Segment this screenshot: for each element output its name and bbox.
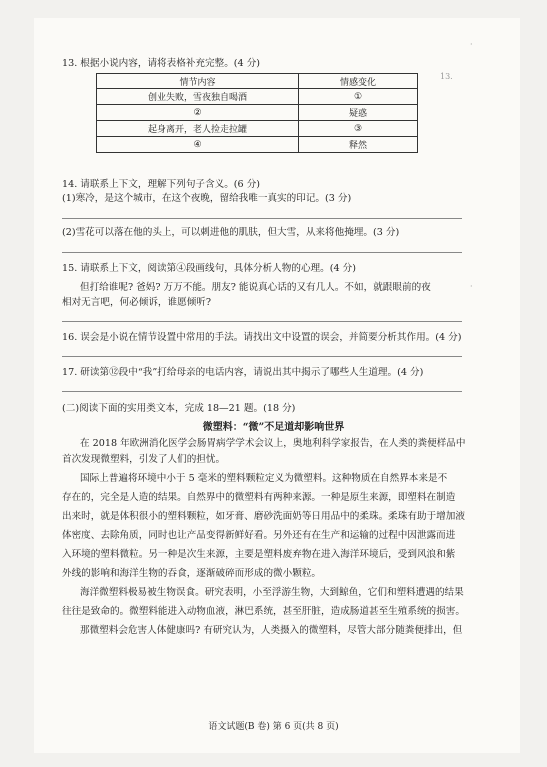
article-line: 海洋微塑料极易被生物误食。研究表明，小至浮游生物，大到鲸鱼，它们和塑料遭遇的结果 (80, 587, 464, 598)
q14-item-2: (2)雪花可以落在他的头上，可以刺进他的肌肤，但大雪，从来将他掩埋。(3 分) (62, 227, 400, 238)
margin-mark: · (470, 282, 473, 291)
article-line: 体密度、去除角质，同时也让产品变得新鲜好看。另外还有在生产和运输的过程中因泄露而进 (62, 530, 456, 541)
table-header: 情感变化 (299, 74, 418, 89)
table-cell: ② (97, 105, 299, 121)
page-footer: 语文试题(B 卷) 第 6 页(共 8 页) (208, 722, 339, 732)
table-cell: ① (299, 89, 418, 105)
table-row (97, 121, 418, 137)
article-line: 入环境的塑料微粒。另一种是次生来源，主要是塑料废弃物在进入海洋环境后，受到风浪和紫 (62, 549, 456, 560)
q16-prompt: 16. 误会是小说在情节设置中常用的手法。请找出文中设置的误会，并简要分析其作用。(4 分) (62, 332, 462, 343)
table-cell: 创业失败，雪夜独自喝酒 (97, 89, 299, 105)
margin-mark: 13. (440, 72, 453, 81)
answer-line (62, 218, 462, 219)
answer-line (62, 356, 462, 357)
article-line: 出来时，就是体积很小的塑料颗粒，如牙膏、磨砂洗面奶等日用品中的柔珠。柔珠有助于增加液 (62, 511, 465, 522)
table-header-row (97, 74, 418, 89)
table-cell: ④ (97, 137, 299, 153)
plot-emotion-table (96, 73, 418, 153)
article-line: 在 2018 年欧洲消化医学会肠胃病学学术会议上，奥地利科学家报告，在人类的粪便样品中 (80, 438, 466, 449)
article-line: 首次发现微塑料，引发了人们的担忧。 (62, 454, 226, 465)
table-cell: 疑惑 (299, 105, 418, 121)
q13-prompt: 13. 根据小说内容，请将表格补充完整。(4 分) (62, 58, 261, 69)
answer-line (62, 391, 462, 392)
q15-prompt: 15. 请联系上下文，阅读第④段画线句，具体分析人物的心理。(4 分) (62, 263, 356, 274)
q15-quote-line: 相对无言吧，何必倾诉，谁愿倾听? (62, 297, 212, 308)
table-cell: 释然 (299, 137, 418, 153)
table-row (97, 105, 418, 121)
q17-prompt: 17. 研读第⑫段中“我”打给母亲的电话内容，请说出其中揭示了哪些人生道理。(4 分) (62, 367, 424, 378)
article-title: 微塑料：“微”不足道却影响世界 (202, 422, 345, 433)
article-line: 存在的，完全是人造的结果。自然界中的微塑料有两种来源。一种是原生来源，即塑料在制造 (62, 492, 456, 503)
answer-line (62, 321, 462, 322)
margin-mark: · (470, 40, 473, 49)
article-line: 国际上普遍将环境中小于 5 毫米的塑料颗粒定义为微塑料。这种物质在自然界本来是不 (80, 473, 448, 484)
answer-line (62, 252, 462, 253)
q14-prompt: 14. 请联系上下文，理解下列句子含义。(6 分) (62, 179, 261, 190)
q14-item-1: (1)寒冷，是这个城市，在这个夜晚，留给我唯一真实的印记。(3 分) (62, 193, 352, 204)
table-row (97, 89, 418, 105)
section-heading: (二)阅读下面的实用类文本，完成 18—21 题。(18 分) (62, 403, 296, 414)
table-header: 情节内容 (97, 74, 299, 89)
article-line: 外线的影响和海洋生物的吞食，逐渐破碎而形成的微小颗粒。 (62, 568, 322, 579)
article-line: 那微塑料会危害人体健康吗? 有研究认为，人类摄入的微塑料，尽管大部分随粪便排出，但 (80, 625, 463, 636)
table-row (97, 137, 418, 153)
table-cell: ③ (299, 121, 418, 137)
table-cell: 起身离开，老人捡走拉罐 (97, 121, 299, 137)
article-line: 往往是致命的。微塑料能进入动物血液，淋巴系统，甚至肝脏，造成肠道甚至生殖系统的损害。 (62, 606, 465, 617)
q15-quote-line: 但打给谁呢? 爸妈? 万万不能。朋友? 能说真心话的又有几人。不如，就跟眼前的夜 (80, 282, 431, 293)
